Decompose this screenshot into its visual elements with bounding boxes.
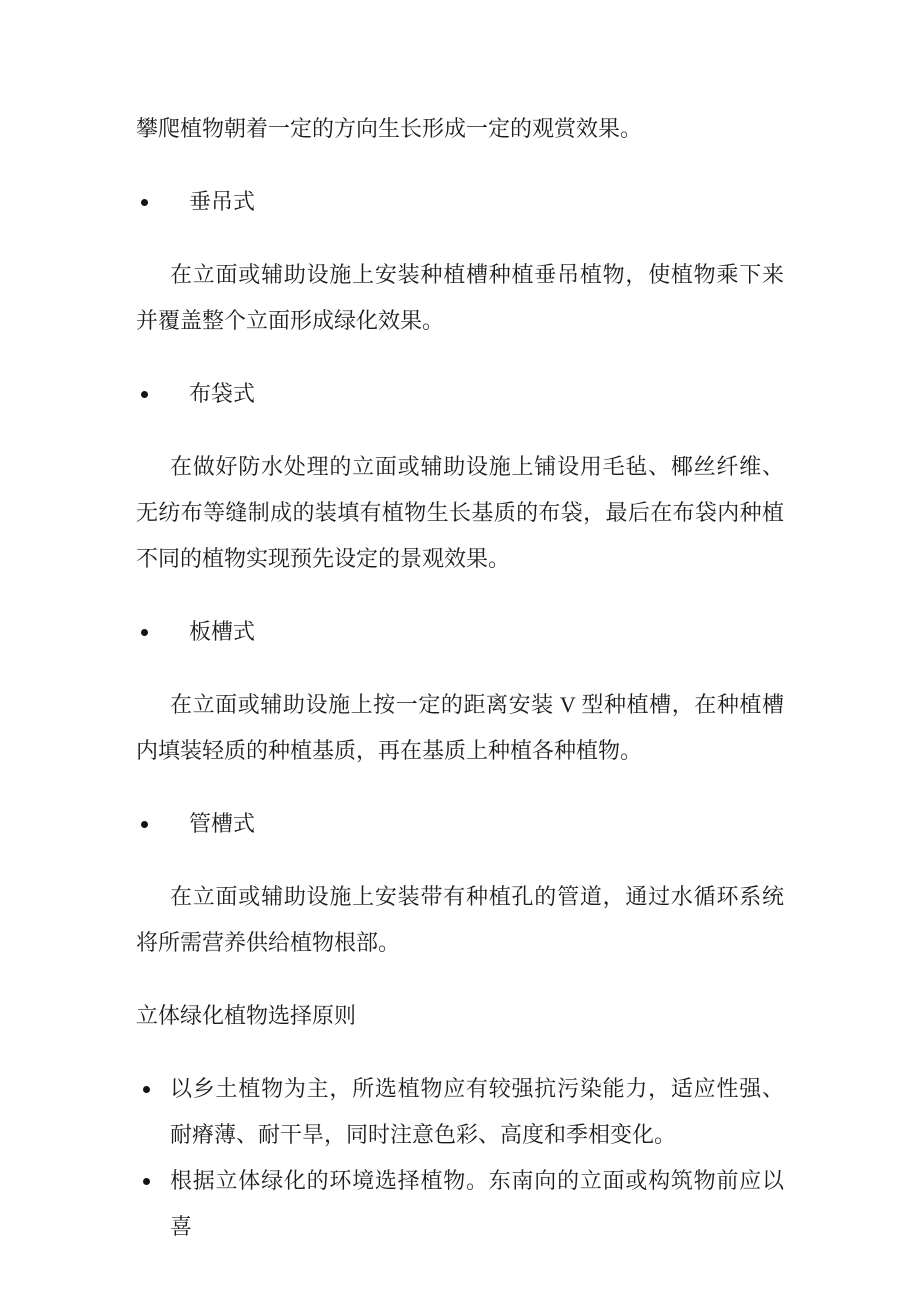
principle-text: 以乡土植物为主，所选植物应有较强抗污染能力，适应性强、耐瘠薄、耐干旱，同时注意色彩、高度和季相变化。 [170,1076,784,1147]
method-item-pipe-trough [136,801,784,847]
bullet-icon [141,199,148,206]
bullet-icon [141,821,148,828]
bullet-icon [143,1086,150,1093]
method-body: 在立面或辅助设施上安装种植槽种植垂吊植物，使植物乘下来并覆盖整个立面形成绿化效果。 [136,262,784,333]
bullet-icon [141,391,148,398]
method-body: 在做好防水处理的立面或辅助设施上铺设用毛毡、椰丝纤维、无纺布等缝制成的装填有植物生长基质的布袋，最后在布袋内种植不同的植物实现预先设定的景观效果。 [136,454,784,571]
bullet-icon [141,629,148,636]
bullet-icon [143,1178,150,1185]
method-body: 在立面或辅助设施上按一定的距离安装 V 型种植槽，在种植槽内填装轻质的种植基质，再在基质上种植各种植物。 [136,692,784,763]
intro-paragraph: 攀爬植物朝着一定的方向生长形成一定的观赏效果。 [136,116,643,141]
method-title: 垂吊式 [189,189,256,214]
method-title: 板槽式 [189,619,256,644]
method-body: 在立面或辅助设施上安装带有种植孔的管道，通过水循环系统将所需营养供给植物根部。 [136,884,784,955]
principle-text: 根据立体绿化的环境选择植物。东南向的立面或构筑物前应以喜 [170,1168,784,1239]
principle-item [136,1066,784,1158]
method-item-bag [136,371,784,417]
section-heading: 立体绿化植物选择原则 [136,1003,357,1028]
method-title: 管槽式 [189,811,256,836]
method-title: 布袋式 [189,381,256,406]
method-item-board-trough [136,609,784,655]
method-item-hanging [136,179,784,225]
principle-item [136,1158,784,1250]
